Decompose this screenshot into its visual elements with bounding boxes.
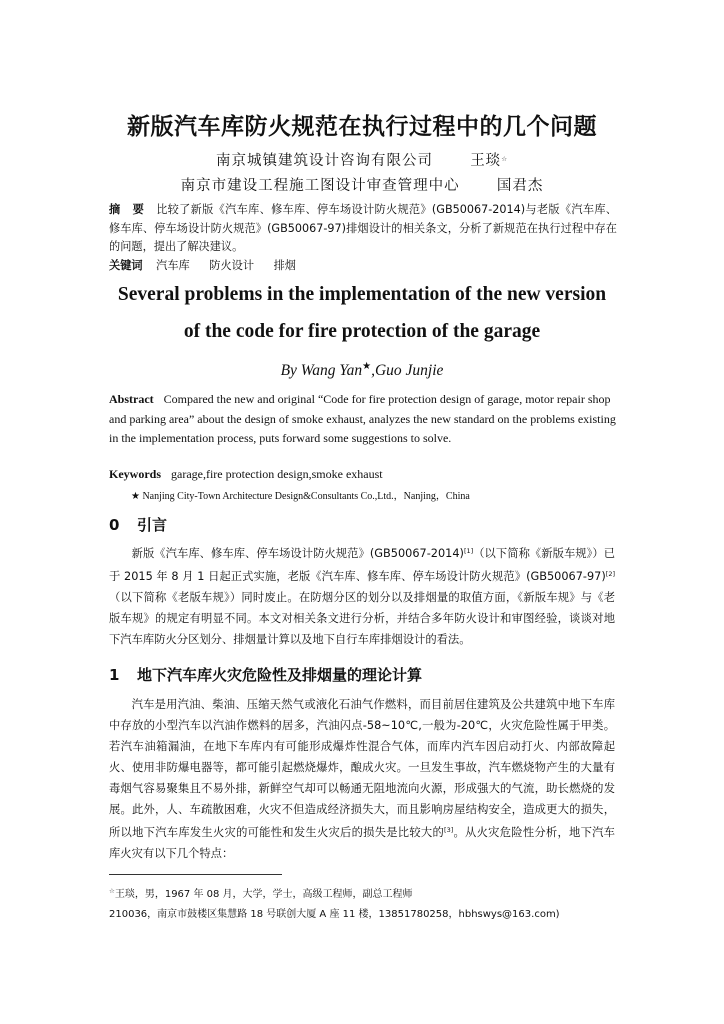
citation-2: [2] [605, 570, 615, 578]
keywords-en-text: garage,fire protection design,smoke exhaust [171, 467, 383, 481]
affiliation-cn-2 [0, 174, 724, 195]
abstract-cn-text: 比较了新版《汽车库、修车库、停车场设计防火规范》(GB50067-2014)与老版《汽车库、修车库、停车场设计防火规范》(GB50067-97)排烟设计的相关条文，分析了新规范在执行过程中存在的问题，提出了解决建议。 [109, 203, 617, 253]
affiliation-org-1: 南京城镇建筑设计咨询有限公司 [215, 153, 433, 169]
section-1-text-b: 。从火灾危险性分析，地下汽车库火灾有以下几个特点： [109, 826, 615, 860]
section-1-title: 地下汽车库火灾危险性及排烟量的理论计算 [137, 666, 423, 684]
section-heading-0 [109, 514, 167, 535]
keywords-en [109, 467, 383, 482]
footnote-1 [109, 885, 413, 900]
title-cn: 新版汽车库防火规范在执行过程中的几个问题 [127, 114, 597, 140]
citation-3: [3] [444, 826, 454, 834]
author-mark-icon: ☆ [501, 155, 509, 163]
section-0-text-b: （以下简称《新版车规》）已于 2015 年 8 月 1 日起正式实施，老版《汽车库、修车库、停车场设计防火规范》(GB50067-97) [109, 547, 615, 583]
affiliation-org-2: 南京市建设工程施工图设计审查管理中心 [180, 178, 460, 194]
title-en-line2: of the code for fire protection of the garage [183, 321, 541, 342]
section-heading-1 [109, 664, 422, 685]
authors-en-rest: ,Guo Junjie [371, 362, 444, 379]
abstract-en-text: Compared the new and original “Code for fire protection design of garage, motor repair shop and parking area” about the design of smoke exhaust, analyzes the new standard on the problems existing in the implementation process, puts forward some suggestions to solve. [109, 392, 616, 445]
authors-en [0, 361, 724, 380]
title-en-line1: Several problems in the implementation of the new version [117, 284, 607, 305]
keywords-en-label: Keywords [109, 467, 161, 481]
keywords-cn [109, 257, 312, 273]
section-0-title: 引言 [137, 516, 168, 534]
star-icon: ★ [362, 361, 372, 372]
section-0-text-c: （以下简称《老版车规》）同时废止。在防烟分区的划分以及排烟量的取值方面，《新版车规》与《老版车规》的规定有明显不同。本文对相关条文进行分析，并结合多年防火设计和审图经验，谈谈对地下汽车库防火分区划分、排烟量计算以及地下自行车库排烟设计的看法。 [109, 591, 615, 646]
footnote-divider [109, 874, 282, 875]
section-1-text-a: 汽车是用汽油、柴油、压缩天然气或液化石油气作燃料，而目前居住建筑及公共建筑中地下车库中存放的小型汽车以汽油作燃料的居多，汽油闪点-58~10℃,一般为-20℃，火灾危险性属于甲类。若汽车油箱漏油，在地下车库内有可能形成爆炸性混合气体，而库内汽车因启动打火、内部故障起火、使用非防爆电器等，都可能引起燃烧爆炸，酿成火灾。一旦发生事故，汽车燃烧物产生的大量有毒烟气容易聚集且不易外排，新鲜空气却可以畅通无阻地流向火源，形成强大的气流，助长燃烧的发展。此外，人、车疏散困难，火灾不但造成经济损失大，而且影响房屋结构安全，造成更大的损失，所以地下汽车库发生火灾的可能性和发生火灾后的损失是比较大的 [109, 698, 615, 839]
keyword-cn-1: 汽车库 [156, 259, 190, 272]
abstract-en [109, 390, 617, 449]
affiliation-en: ★ Nanjing City-Town Architecture Design&Consultants Co.,Ltd.，Nanjing，China [131, 491, 470, 502]
footnote-2: 210036，南京市鼓楼区集慧路 18 号联创大厦 A 座 11 楼，13851780258，hbhswys@163.com) [109, 909, 560, 920]
author-cn-2: 国君杰 [496, 178, 544, 194]
section-0-text-a: 新版《汽车库、修车库、停车场设计防火规范》(GB50067-2014) [131, 547, 464, 560]
keyword-cn-2: 防火设计 [209, 259, 255, 272]
footnote-mark-icon: ☆ [109, 887, 115, 895]
section-0-number: 0 [109, 516, 120, 534]
section-1-number: 1 [109, 666, 120, 684]
section-1-paragraph [109, 694, 615, 864]
keywords-cn-label: 关键词 [109, 259, 143, 272]
keyword-cn-3: 排烟 [273, 259, 296, 272]
abstract-cn-label: 摘 要 [109, 203, 149, 216]
author-cn-1: 王琰 [470, 153, 502, 169]
authors-en-prefix: By Wang Yan [280, 362, 363, 379]
section-0-paragraph [109, 541, 615, 650]
citation-1: [1] [463, 547, 474, 555]
affiliation-cn-1 [0, 149, 724, 170]
footnote-1-text: 王琰，男，1967 年 08 月，大学，学士，高级工程师，副总工程师 [114, 889, 413, 900]
abstract-cn [109, 201, 617, 257]
abstract-en-label: Abstract [109, 392, 154, 406]
